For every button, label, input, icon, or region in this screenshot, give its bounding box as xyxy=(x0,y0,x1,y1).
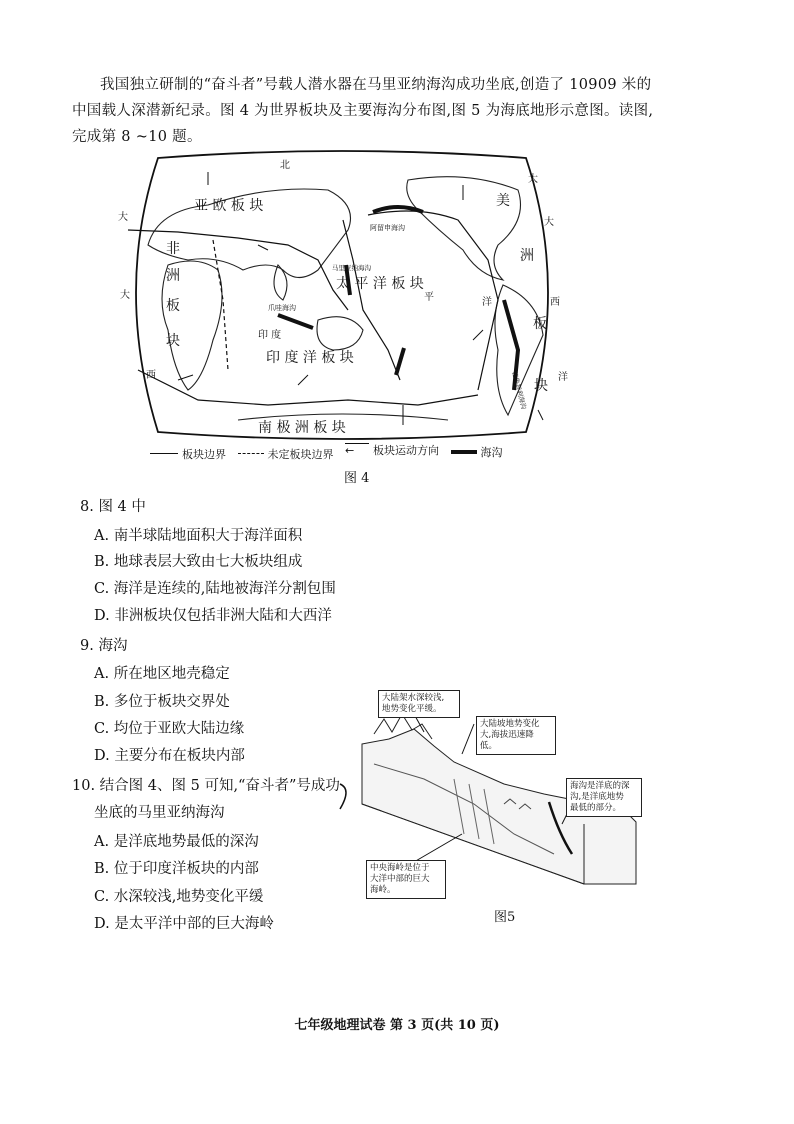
q9-option-c: C. 均位于亚欧大陆边缘 xyxy=(94,721,245,737)
world-plate-map xyxy=(118,150,566,440)
q10-option-b: B. 位于印度洋板块的内部 xyxy=(94,861,259,877)
label-java-trench: 爪哇海沟 xyxy=(268,304,296,312)
callout-trench-line: 海沟是洋底的深 xyxy=(570,781,630,791)
callout-trench xyxy=(566,778,642,817)
figure-d-mark xyxy=(340,784,346,809)
legend-trench: 海沟 xyxy=(451,444,503,460)
label-america-4: 块 xyxy=(534,378,548,394)
label-atlantic-w-1: 大 xyxy=(120,290,130,301)
label-atlantic-e-1: 西 xyxy=(550,297,560,308)
callout-continental-slope xyxy=(476,716,556,755)
callout-ridge-line: 海岭。 xyxy=(370,885,396,895)
label-america-3: 板 xyxy=(533,316,547,332)
label-atlantic-w-2: 西 xyxy=(146,370,156,381)
callout-mid-ocean-ridge xyxy=(366,860,446,899)
intro-line-3: 完成第 8 ~10 题。 xyxy=(72,129,202,145)
q10-option-d: D. 是太平洋中部的巨大海岭 xyxy=(94,916,274,932)
label-big-east: 大 xyxy=(544,217,554,228)
label-antarctic-plate: 南 极 洲 板 块 xyxy=(258,420,346,436)
map-border xyxy=(136,151,548,439)
label-america-1: 美 xyxy=(496,193,510,209)
arrow xyxy=(538,410,543,420)
fig5-caption: 图5 xyxy=(494,910,516,925)
callout-continental-shelf xyxy=(378,690,460,718)
intro-line-2: 中国载人深潜新纪录。图 4 为世界板块及主要海沟分布图,图 5 为海底地形示意图。读图, xyxy=(72,103,654,119)
q10-option-c: C. 水深较浅,地势变化平缓 xyxy=(94,889,264,905)
legend-undefined: 未定板块边界 xyxy=(238,446,334,462)
label-pacific-plate: 太 平 洋 板 块 xyxy=(336,276,424,292)
legend-movement: ← 板块运动方向 xyxy=(345,444,439,457)
label-peru-chile-trench: 秘鲁智利海沟 xyxy=(510,370,528,411)
label-atlantic-e-2: 大 xyxy=(528,174,538,185)
callout-pointer xyxy=(414,834,462,862)
q9-option-d: D. 主要分布在板块内部 xyxy=(94,748,245,764)
q8-option-c: C. 海洋是连续的,陆地被海洋分割包围 xyxy=(94,581,336,597)
label-atlantic-w-3: 洋 xyxy=(558,372,568,383)
question-10-stem-line1: 10. 结合图 4、图 5 可知,“奋斗者”号成功 xyxy=(72,778,340,794)
callout-slope-line: 低。 xyxy=(480,741,498,751)
q8-option-b: B. 地球表层大致由七大板块组成 xyxy=(94,554,303,570)
label-africa-3: 板 xyxy=(166,298,180,314)
callout-slope-line: 大,海拔迅速降 xyxy=(480,730,534,740)
q9-option-a: A. 所在地区地壳稳定 xyxy=(94,666,230,682)
fig4-caption: 图 4 xyxy=(344,471,370,486)
q9-option-b: B. 多位于板块交界处 xyxy=(94,694,230,710)
label-america-2: 洲 xyxy=(520,248,534,264)
question-8-stem: 8. 图 4 中 xyxy=(80,499,146,515)
q8-option-d: D. 非洲板块仅包括非洲大陆和大西洋 xyxy=(94,608,332,624)
question-10-stem-line2: 坐底的马里亚纳海沟 xyxy=(94,805,225,821)
label-indian-plate: 印 度 洋 板 块 xyxy=(266,350,354,366)
label-africa-4: 块 xyxy=(166,333,180,349)
callout-shelf-line: 地势变化平缓。 xyxy=(382,704,442,714)
q10-option-a: A. 是洋底地势最低的深沟 xyxy=(94,834,259,850)
intro-paragraph xyxy=(72,72,722,150)
callout-ridge-line: 大洋中部的巨大 xyxy=(370,874,430,884)
callout-trench-line: 沟,是洋底地势 xyxy=(570,792,624,802)
label-mariana-trench: 马里亚纳海沟 xyxy=(332,264,371,272)
q8-option-a: A. 南半球陆地面积大于海洋面积 xyxy=(94,528,303,544)
callout-slope-line: 大陆坡地势变化 xyxy=(480,719,540,729)
label-arctic: 北 xyxy=(280,160,290,171)
label-big-west: 大 xyxy=(118,212,128,223)
callout-pointer xyxy=(462,724,474,754)
label-eurasian-plate: 亚 欧 板 块 xyxy=(194,198,264,214)
label-africa-1: 非 xyxy=(166,241,180,257)
intro-line-1: 我国独立研制的“奋斗者”号载人潜水器在马里亚纳海沟成功坐底,创造了 10909 米的 xyxy=(100,77,652,93)
page-footer: 七年级地理试卷 第 3 页(共 10 页) xyxy=(294,1018,500,1033)
question-9-stem: 9. 海沟 xyxy=(80,638,128,654)
legend-boundary: 板块边界 xyxy=(150,446,226,462)
label-aleutian-trench: 阿留申海沟 xyxy=(370,224,405,232)
map-legend xyxy=(150,442,570,462)
callout-trench-line: 最低的部分。 xyxy=(570,803,622,813)
label-indian-ocean: 印 度 xyxy=(258,330,282,341)
label-pacific-side: 洋 xyxy=(482,297,492,308)
label-africa-2: 洲 xyxy=(166,268,180,284)
label-pacific-ocean: 平 xyxy=(424,292,434,303)
callout-shelf-line: 大陆架水深较浅, xyxy=(382,693,445,703)
callout-ridge-line: 中央海岭是位于 xyxy=(370,863,430,873)
